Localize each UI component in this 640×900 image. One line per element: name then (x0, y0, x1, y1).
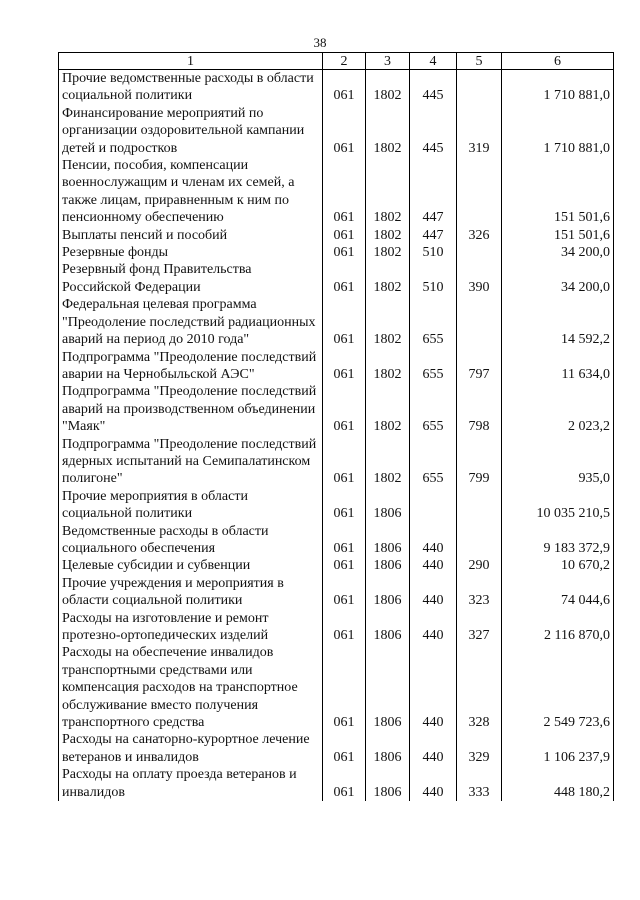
item-name: Расходы на обеспечение инвалидов транспортными средствами или компенсация расходов на транспортное обслуживание вместо получения транспортного средства (59, 644, 323, 731)
table-row (59, 157, 614, 227)
code-col-2: 061 (323, 227, 366, 244)
item-name: Прочие мероприятия в области социальной политики (59, 488, 323, 523)
code-col-4: 440 (410, 644, 457, 731)
code-col-4: 440 (410, 610, 457, 645)
amount: 9 183 372,9 (502, 523, 614, 558)
code-col-3: 1802 (366, 70, 410, 105)
code-col-5 (457, 244, 502, 261)
code-col-4: 440 (410, 766, 457, 801)
code-col-4: 447 (410, 157, 457, 227)
code-col-3: 1806 (366, 644, 410, 731)
item-name: Выплаты пенсий и пособий (59, 227, 323, 244)
item-name: Расходы на оплату проезда ветеранов и инвалидов (59, 766, 323, 801)
code-col-4: 655 (410, 296, 457, 348)
code-col-5: 390 (457, 261, 502, 296)
code-col-5: 319 (457, 105, 502, 157)
code-col-2: 061 (323, 105, 366, 157)
table-row (59, 261, 614, 296)
code-col-4 (410, 488, 457, 523)
code-col-3: 1802 (366, 227, 410, 244)
amount: 10 035 210,5 (502, 488, 614, 523)
budget-table (58, 52, 614, 801)
code-col-2: 061 (323, 436, 366, 488)
amount: 2 023,2 (502, 383, 614, 435)
item-name: Ведомственные расходы в области социального обеспечения (59, 523, 323, 558)
code-col-5: 798 (457, 383, 502, 435)
column-header: 3 (366, 53, 410, 70)
code-col-4: 510 (410, 244, 457, 261)
code-col-4: 655 (410, 383, 457, 435)
item-name: Финансирование мероприятий по организации оздоровительной кампании детей и подростков (59, 105, 323, 157)
code-col-4: 440 (410, 575, 457, 610)
item-name: Резервные фонды (59, 244, 323, 261)
column-header: 1 (59, 53, 323, 70)
amount: 10 670,2 (502, 557, 614, 574)
item-name: Целевые субсидии и субвенции (59, 557, 323, 574)
amount: 74 044,6 (502, 575, 614, 610)
table-row (59, 70, 614, 105)
table-row (59, 610, 614, 645)
code-col-5: 328 (457, 644, 502, 731)
code-col-2: 061 (323, 349, 366, 384)
code-col-4: 440 (410, 557, 457, 574)
table-row (59, 105, 614, 157)
table-row (59, 383, 614, 435)
code-col-5 (457, 157, 502, 227)
code-col-3: 1806 (366, 557, 410, 574)
code-col-4: 440 (410, 731, 457, 766)
page-number: 38 (313, 35, 327, 50)
table-row (59, 575, 614, 610)
code-col-3: 1806 (366, 731, 410, 766)
code-col-2: 061 (323, 70, 366, 105)
code-col-4: 655 (410, 349, 457, 384)
code-col-3: 1802 (366, 349, 410, 384)
code-col-3: 1802 (366, 261, 410, 296)
code-col-3: 1802 (366, 383, 410, 435)
code-col-2: 061 (323, 644, 366, 731)
code-col-2: 061 (323, 766, 366, 801)
code-col-5: 329 (457, 731, 502, 766)
table-row (59, 766, 614, 801)
code-col-3: 1806 (366, 575, 410, 610)
amount: 151 501,6 (502, 227, 614, 244)
code-col-2: 061 (323, 488, 366, 523)
code-col-3: 1806 (366, 523, 410, 558)
amount: 34 200,0 (502, 244, 614, 261)
code-col-3: 1802 (366, 296, 410, 348)
code-col-4: 440 (410, 523, 457, 558)
item-name: Расходы на изготовление и ремонт протезно-ортопедических изделий (59, 610, 323, 645)
code-col-5: 327 (457, 610, 502, 645)
code-col-3: 1806 (366, 766, 410, 801)
code-col-5 (457, 70, 502, 105)
code-col-2: 061 (323, 383, 366, 435)
code-col-2: 061 (323, 157, 366, 227)
amount: 1 710 881,0 (502, 105, 614, 157)
code-col-5: 799 (457, 436, 502, 488)
code-col-4: 445 (410, 70, 457, 105)
item-name: Прочие ведомственные расходы в области социальной политики (59, 70, 323, 105)
code-col-2: 061 (323, 523, 366, 558)
code-col-5: 323 (457, 575, 502, 610)
code-col-2: 061 (323, 575, 366, 610)
item-name: Прочие учреждения и мероприятия в области социальной политики (59, 575, 323, 610)
item-name: Федеральная целевая программа "Преодоление последствий радиационных аварий на период до 2010 года" (59, 296, 323, 348)
code-col-4: 655 (410, 436, 457, 488)
code-col-3: 1802 (366, 105, 410, 157)
code-col-4: 445 (410, 105, 457, 157)
code-col-5: 290 (457, 557, 502, 574)
column-header: 2 (323, 53, 366, 70)
table-row (59, 349, 614, 384)
code-col-5: 326 (457, 227, 502, 244)
table-row (59, 644, 614, 731)
table-row (59, 488, 614, 523)
amount: 11 634,0 (502, 349, 614, 384)
code-col-3: 1806 (366, 610, 410, 645)
code-col-5 (457, 296, 502, 348)
code-col-3: 1806 (366, 488, 410, 523)
code-col-4: 447 (410, 227, 457, 244)
item-name: Резервный фонд Правительства Российской Федерации (59, 261, 323, 296)
item-name: Подпрограмма "Преодоление последствий аварии на Чернобыльской АЭС" (59, 349, 323, 384)
amount: 448 180,2 (502, 766, 614, 801)
code-col-5: 333 (457, 766, 502, 801)
amount: 1 710 881,0 (502, 70, 614, 105)
item-name: Пенсии, пособия, компенсации военнослужащим и членам их семей, а также лицам, приравненным к ним по пенсионному обеспечению (59, 157, 323, 227)
amount: 1 106 237,9 (502, 731, 614, 766)
column-header: 5 (457, 53, 502, 70)
amount: 935,0 (502, 436, 614, 488)
table-row (59, 523, 614, 558)
item-name: Подпрограмма "Преодоление последствий ядерных испытаний на Семипалатинском полигоне" (59, 436, 323, 488)
code-col-4: 510 (410, 261, 457, 296)
table-row (59, 436, 614, 488)
code-col-5 (457, 523, 502, 558)
code-col-2: 061 (323, 557, 366, 574)
amount: 151 501,6 (502, 157, 614, 227)
amount: 2 116 870,0 (502, 610, 614, 645)
code-col-3: 1802 (366, 244, 410, 261)
code-col-2: 061 (323, 731, 366, 766)
code-col-3: 1802 (366, 436, 410, 488)
table-row (59, 244, 614, 261)
column-header: 4 (410, 53, 457, 70)
amount: 34 200,0 (502, 261, 614, 296)
code-col-2: 061 (323, 261, 366, 296)
table-body (59, 70, 614, 802)
amount: 14 592,2 (502, 296, 614, 348)
item-name: Подпрограмма "Преодоление последствий аварий на производственном объединении "Маяк" (59, 383, 323, 435)
table-row (59, 227, 614, 244)
code-col-2: 061 (323, 610, 366, 645)
column-header: 6 (502, 53, 614, 70)
table-row (59, 296, 614, 348)
table-row (59, 731, 614, 766)
amount: 2 549 723,6 (502, 644, 614, 731)
header-row (59, 53, 614, 70)
code-col-2: 061 (323, 296, 366, 348)
code-col-5: 797 (457, 349, 502, 384)
code-col-3: 1802 (366, 157, 410, 227)
item-name: Расходы на санаторно-курортное лечение ветеранов и инвалидов (59, 731, 323, 766)
code-col-5 (457, 488, 502, 523)
code-col-2: 061 (323, 244, 366, 261)
table-row (59, 557, 614, 574)
